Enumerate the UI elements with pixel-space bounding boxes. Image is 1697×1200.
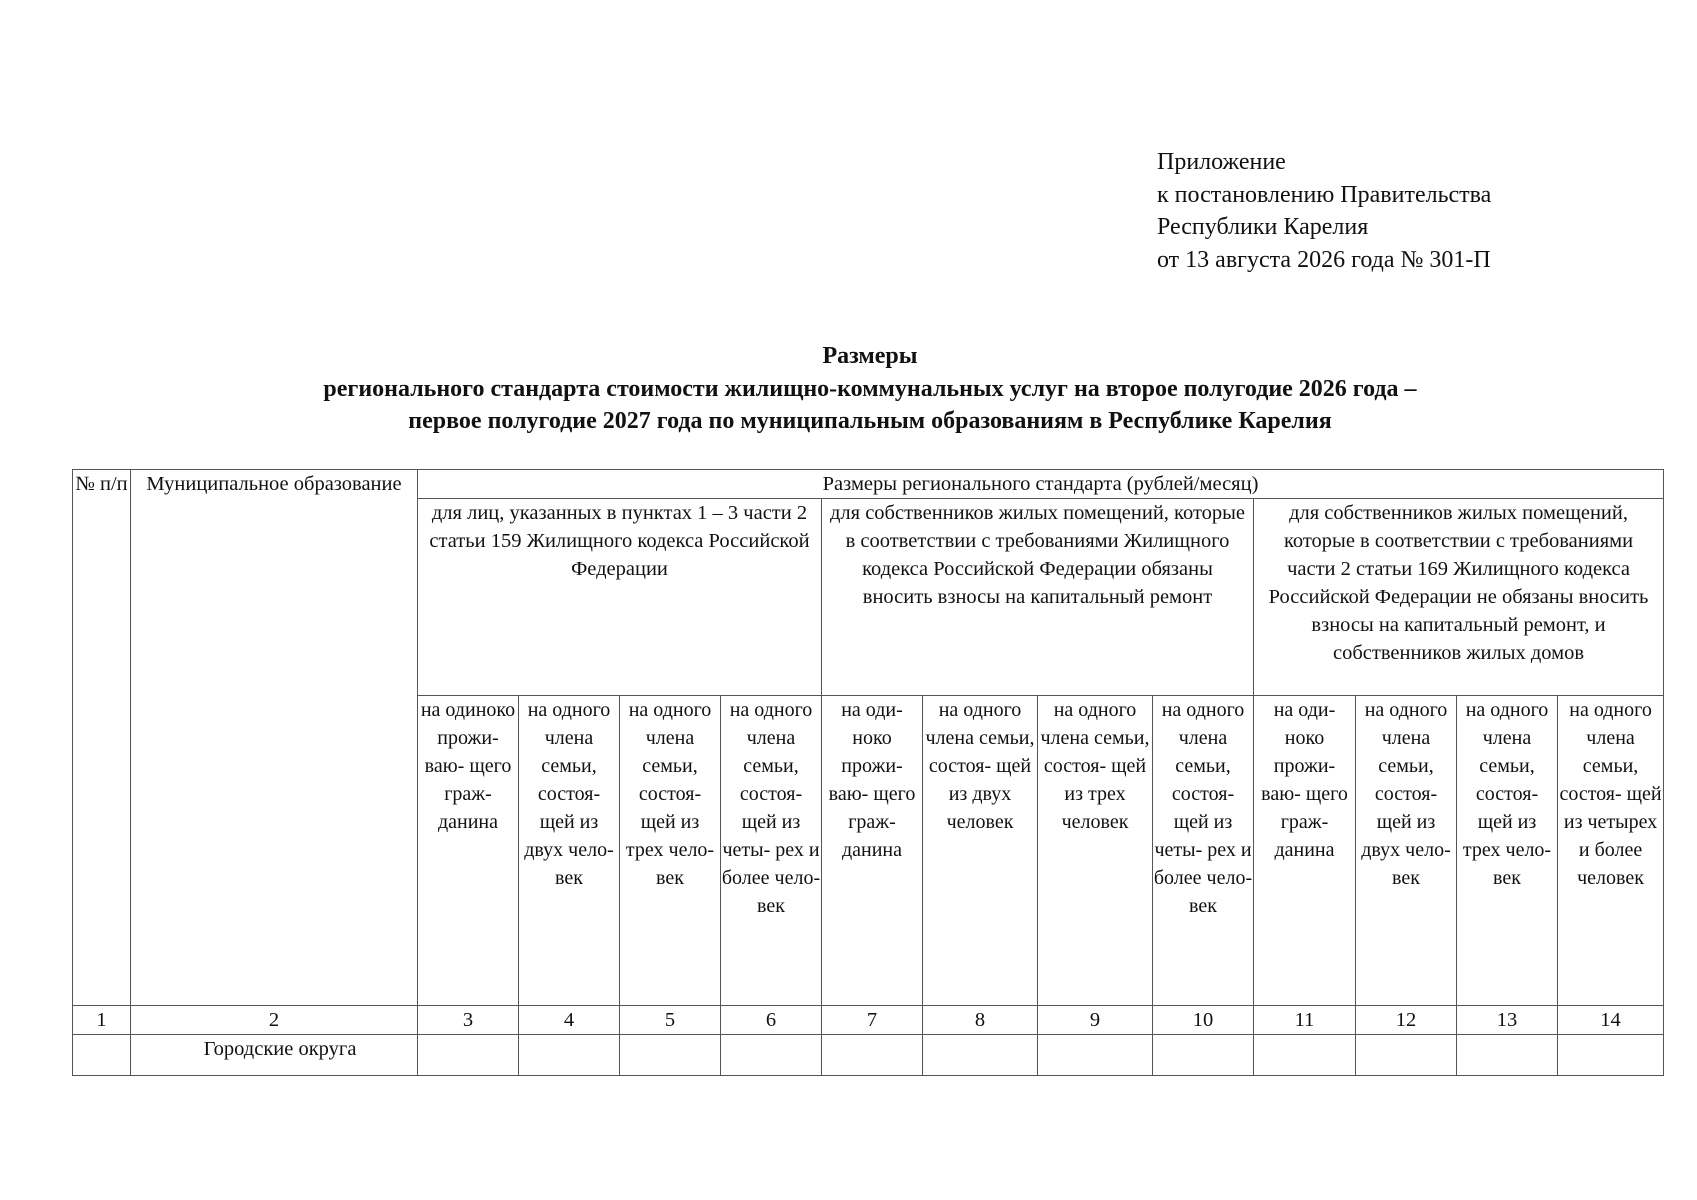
table-cell (1038, 1035, 1153, 1076)
header-sizes: Размеры регионального стандарта (рублей/месяц) (418, 470, 1664, 499)
standards-table (72, 469, 1664, 1076)
approval-line: к постановлению Правительства (1157, 181, 1492, 208)
table-cell (519, 1035, 620, 1076)
subheader-cell: на одного члена семьи, состоя- щей из двух чело- век (1356, 696, 1457, 1006)
header-group-1: для лиц, указанных в пунктах 1 – 3 части 2 статьи 159 Жилищного кодекса Российской Федерации (418, 499, 822, 696)
table-cell (1153, 1035, 1254, 1076)
table-cell (1558, 1035, 1664, 1076)
title-line: регионального стандарта стоимости жилищно-коммунальных услуг на второе полугодие 2026 года – (323, 375, 1417, 402)
column-number: 10 (1153, 1006, 1254, 1035)
column-number: 2 (131, 1006, 418, 1035)
header-num: № п/п (73, 470, 131, 1006)
approval-line: Республики Карелия (1157, 214, 1369, 240)
column-number: 3 (418, 1006, 519, 1035)
table-cell (923, 1035, 1038, 1076)
table-cell (1254, 1035, 1356, 1076)
document-title (0, 340, 1697, 438)
column-number: 4 (519, 1006, 620, 1035)
subheader-cell: на оди- ноко прожи- ваю- щего граж- данина (822, 696, 923, 1006)
subheader-cell: на одного члена семьи, состоя- щей из четы- рех и более чело- век (721, 696, 822, 1006)
column-number: 11 (1254, 1006, 1356, 1035)
subheader-cell: на одного члена семьи, состоя- щей из четырех и более человек (1558, 696, 1664, 1006)
column-number: 9 (1038, 1006, 1153, 1035)
title-line: первое полугодие 2027 года по муниципальным образованиям в Республике Карелия (408, 408, 1332, 434)
header-municipality: Муниципальное образование (131, 470, 418, 1006)
row-municipality: Городские округа (131, 1035, 418, 1076)
column-number: 6 (721, 1006, 822, 1035)
table-cell (1457, 1035, 1558, 1076)
table-cell (721, 1035, 822, 1076)
title-line: Размеры (822, 343, 918, 369)
column-number: 14 (1558, 1006, 1664, 1035)
column-number: 5 (620, 1006, 721, 1035)
table-cell (620, 1035, 721, 1076)
subheader-cell: на одного члена семьи, состоя- щей из трех человек (1038, 696, 1153, 1006)
subheader-cell: на оди- ноко прожи- ваю- щего граж- данина (1254, 696, 1356, 1006)
subheader-cell: на одного члена семьи, состоя- щей из четы- рех и более чело- век (1153, 696, 1254, 1006)
subheader-cell: на одного члена семьи, состоя- щей из трех чело- век (620, 696, 721, 1006)
subheader-cell: на одного члена семьи, состоя- щей из трех чело- век (1457, 696, 1558, 1006)
row-num (73, 1035, 131, 1076)
header-group-3: для собственников жилых помещений, которые в соответствии с требованиями части 2 статьи 169 Жилищного кодекса Российской Федерации не обязаны вносить взносы на капитальный ремонт, и собственников жилых домов (1254, 499, 1664, 696)
table-cell (418, 1035, 519, 1076)
table-cell (822, 1035, 923, 1076)
column-number: 1 (73, 1006, 131, 1035)
approval-line: Приложение (1157, 149, 1286, 175)
table-cell (1356, 1035, 1457, 1076)
column-number: 7 (822, 1006, 923, 1035)
subheader-cell: на одного члена семьи, состоя- щей из двух человек (923, 696, 1038, 1006)
table-row (73, 1035, 1664, 1076)
column-number: 8 (923, 1006, 1038, 1035)
column-number: 13 (1457, 1006, 1558, 1035)
subheader-cell: на одиноко прожи-ваю- щего граж- данина (418, 696, 519, 1006)
approval-line: от 13 августа 2026 года № 301-П (1157, 246, 1491, 273)
approval-block (1157, 146, 1491, 276)
header-group-2: для собственников жилых помещений, которые в соответствии с требованиями Жилищного кодекса Российской Федерации обязаны вносить взносы на капитальный ремонт (822, 499, 1254, 696)
subheader-cell: на одного члена семьи, состоя- щей из двух чело- век (519, 696, 620, 1006)
column-number: 12 (1356, 1006, 1457, 1035)
